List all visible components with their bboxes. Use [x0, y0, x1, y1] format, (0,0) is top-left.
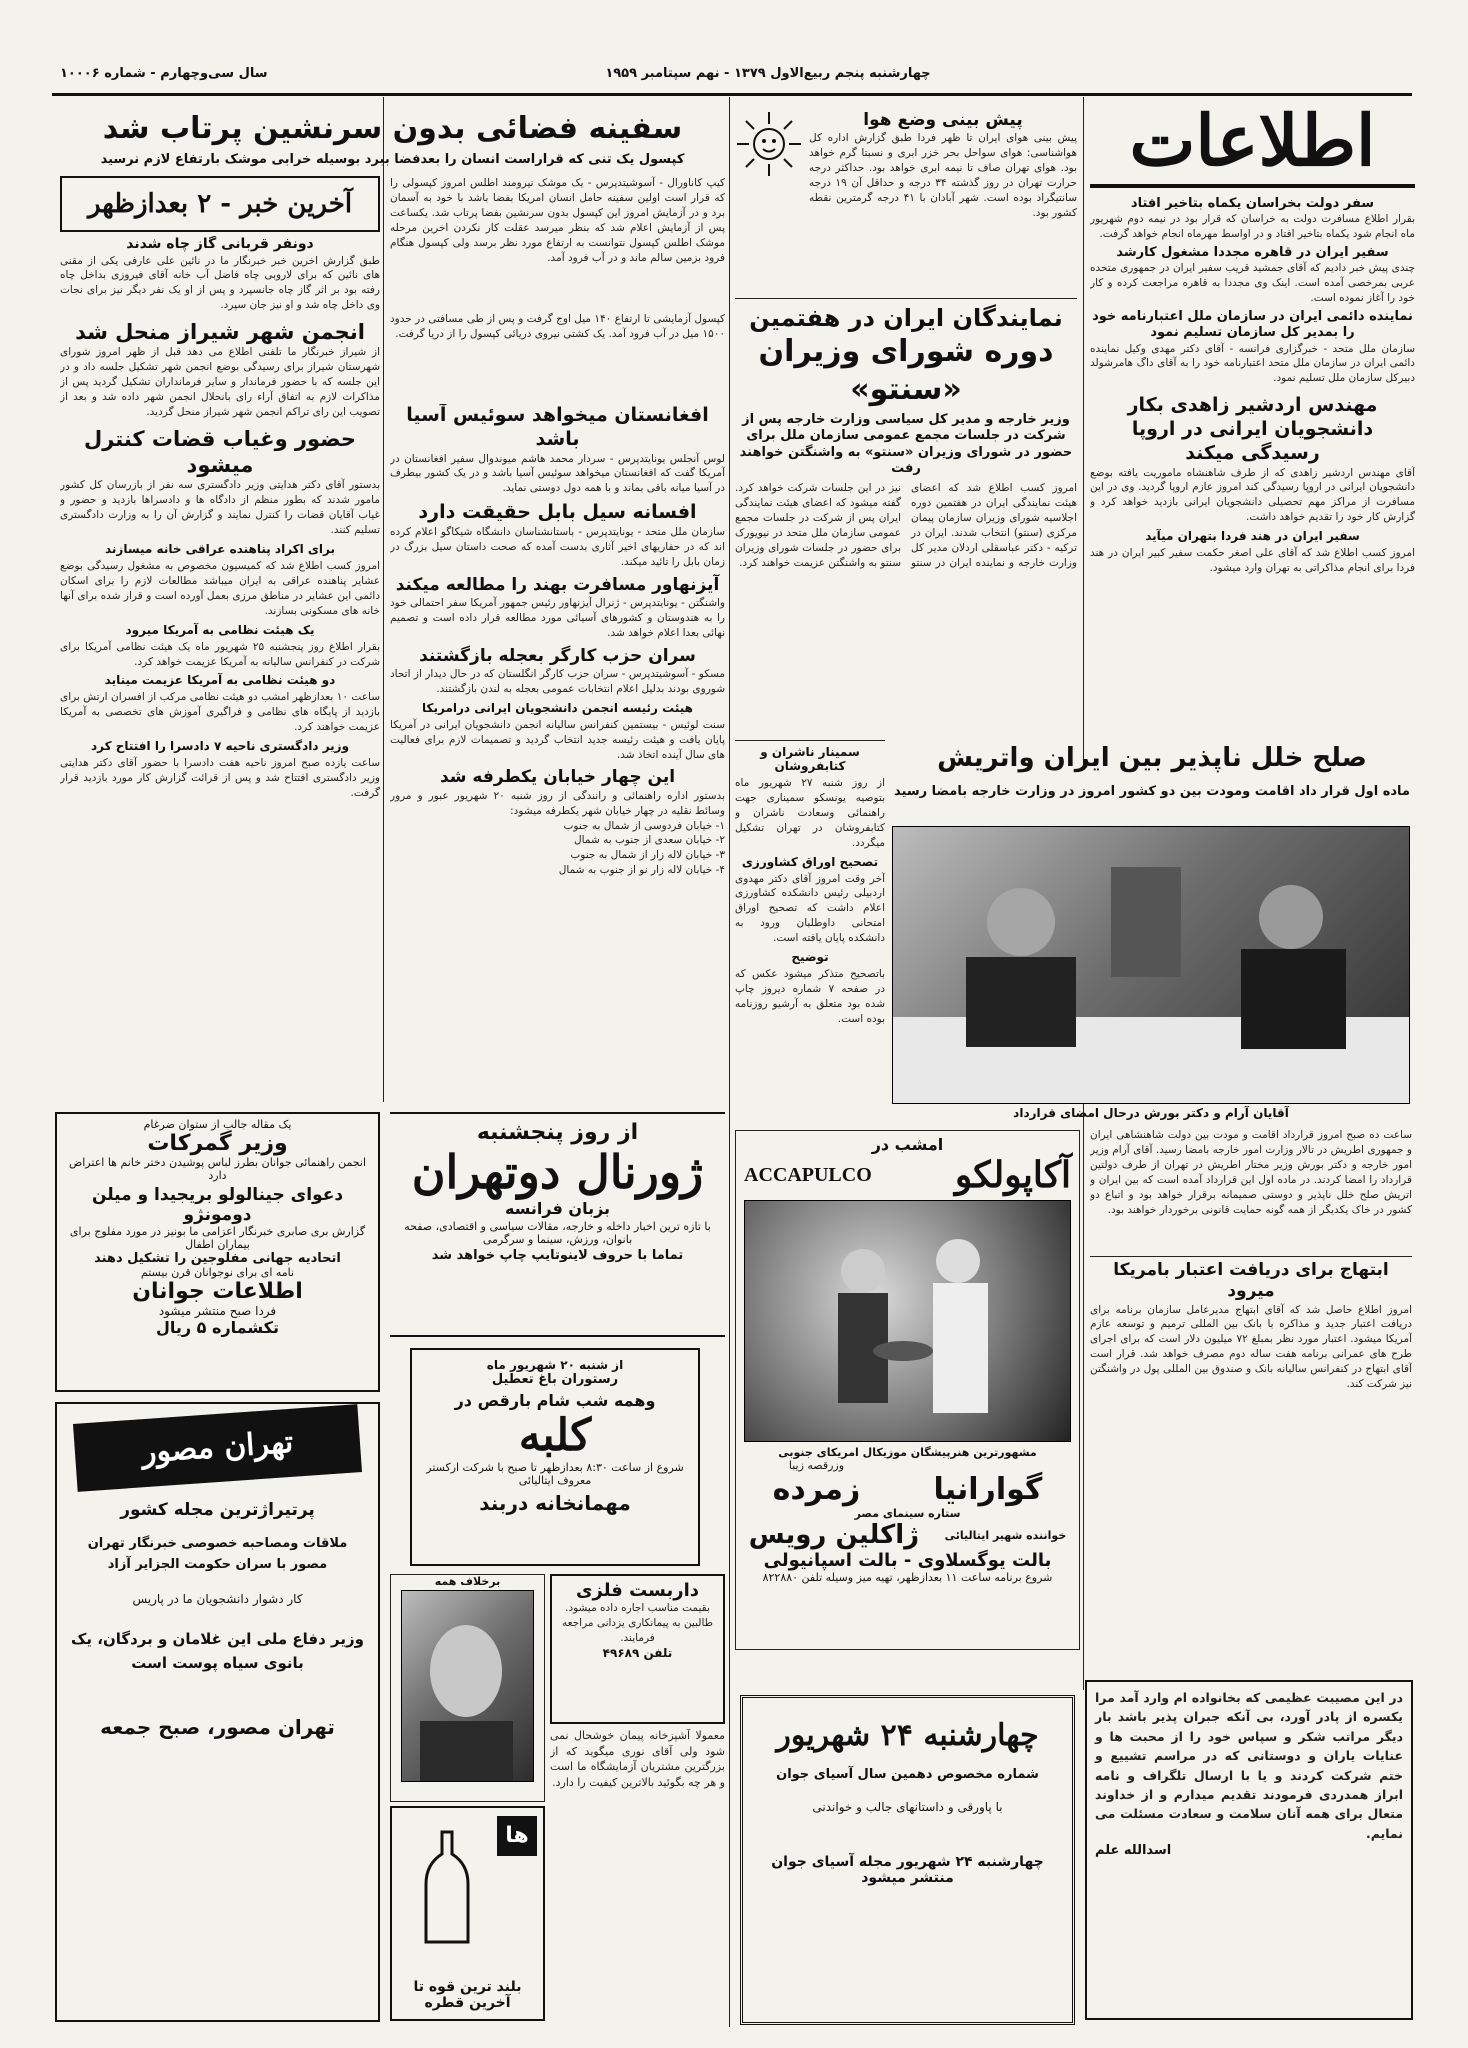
asia-date: چهارشنبه ۲۴ شهریور: [776, 1718, 1039, 1753]
kolbeh-closed: رستوران باغ تعطیل: [491, 1372, 619, 1387]
eisenhower-body: واشنگتن - یونایتدپرس - ژنرال آیزنهاور رئیس جمهور آمریکا سفر احتمالی خود را به هندوستان و کشورهای آسیائی مورد مطالعه قرار داده است و تصمیم نهائی بعدا اعلام خواهد شد.: [390, 596, 725, 639]
seato-body: امروز کسب اطلاع شد که اعضای هیئت نمایندگی ایران در هفتمین دوره اجلاسیه شورای وزیران سازمان پیمان مرکزی (سنتو) انتخاب شدند. ایران در ترکیه - دکتر عباسقلی اردلان مدیر کل وزارت خارجه و نماینده ایران در سنتو نیز در این جلسات شرکت خواهد کرد. گفته میشود که اعضای هیئت نمایندگی ایران پس از شرکت در جلسات مجمع عمومی سازمان ملل متحد در نیویورک برای حضور در جلسات شورای وزیران سنتو به واشنگتن عزیمت خواهند کرد.: [735, 482, 1077, 569]
portrait-photo: [401, 1590, 534, 1782]
labor-body: مسکو - آسوشیتدپرس - سران حزب کارگر انگلستان که در حال دیدار از اتحاد شوروی بودند بدلیل اعلام انتخابات عمومی بعجله به لندن بازگشتند.: [390, 667, 725, 695]
youth-price: تکشماره ۵ ریال: [155, 1318, 279, 1337]
cairo-body: چندی پیش خبر دادیم که آقای جمشید قریب سفیر ایران در جمهوری متحده عربی بمرخصی آمده است. اینک وی مجددا به قاهره مراجعت کرده و کار خود را آغاز نموده است.: [1090, 262, 1415, 305]
lead-headline: سفینه فضائی بدون سرنشین پرتاب شد: [102, 111, 683, 146]
note-body: باتصحیح متذکر میشود عکس که در صفحه ۷ شماره دیروز چاپ شده بود متعلق به آرشیو روزنامه بوده است.: [735, 968, 885, 1025]
thanks-notice: در این مصیبت عظیمی که بخانواده ام وارد آمد مرا یکسره از پادر آورد، بی آنکه جبران پذیر باشد بار دیگر مراتب شکر و سپاس خود را از محبت ها و عنایات یاران و دوستانی که در مراسم تشییع و ختم شرکت کردند و یا با ارسال تلگراف و نامه ابراز همدردی فرمودند تقدیم میدارم و از خداوند متعال برای همه آنان سلامت و سعادت مسئلت می نمایم.: [1095, 1690, 1403, 1841]
victims-body: طبق گزارش اخرین خبر خبرنگار ما در نائین علی عارفی یکی از مقنی های نائین که برای لاروبی چاه فاضل آب خانه آقای فیروزی بداخل چاه رفته بود بر اثر گاز چاه جانسپرد و پس از او یک نفر دیگر نیز برای نجات وی داخل چاه شد و او نیز جان سپرد.: [60, 254, 380, 312]
youth-report: گزارش بری صابری خبرنگار اعزامی ما بونیز در مورد مفلوج برای بیماران اطفال: [69, 1225, 366, 1251]
performer-3: ژاکلین رویس: [748, 1520, 920, 1550]
tehran-interview: ملاقات ومصاحبه خصوصی خبرنگار تهران مصور با سران حکومت الجزایر آزاد: [87, 1536, 348, 1572]
seminar-body: از روز شنبه ۲۷ شهریور ماه بتوصیه یونسکو سمیناری جهت راهنمائی وسعادت ناشران و کتابفروشان در تهران تشکیل میگردد.: [735, 777, 885, 849]
students-body: سنت لوئیس - بیستمین کنفرانس سالیانه انجمن دانشجویان ایرانی در آمریکا پایان یافت و هیئت رئیسه جدید انتخاب گردید و تصمیمات لازم برای فعالیت های سال آینده اتخاذ شد.: [390, 718, 725, 761]
babylon-headline: افسانه سیل بابل حقیقت دارد: [418, 501, 697, 524]
youth-dress: انجمن راهنمائی جوانان بطرز لباس پوشیدن دختر خانم ها اعتراض دارد: [68, 1156, 367, 1182]
lead-subhead: کپسول یک تنی که قراراست انسان را بعدفضا ببرد بوسیله خرابی موشک بارتفاع لازم نرسید: [100, 152, 685, 167]
shiraz-body: از شیراز خبرنگار ما تلفنی اطلاع می دهد قبل از ظهر امروز شورای شهرستان شیراز برای رسیدگی بوضع انجمن شهر تشکیل جلسه داد و در این جلسه که با حضور فرماندار و سایر فرمانداران تشکیل گردید پس از مذاکرات لازم به اتفاق آراء رای بانحلال انجمن شهر داده شد و بعد از تصویب این رای تراکم انجمن شهر شیراز منحل گردید.: [60, 346, 380, 418]
portrait-label: برخلاف همه: [434, 1575, 501, 1588]
kolbeh-date: از شنبه ۲۰ شهریور ماه: [486, 1358, 624, 1372]
un-headline: نماینده دائمی ایران در سازمان ملل اعتبارنامه خود را بمدیر کل سازمان تسلیم نمود: [1092, 309, 1413, 341]
tehran-banner: تهران مصور: [73, 1404, 362, 1492]
bottle-icon: [412, 1828, 482, 1948]
performer-1: گوارانیا: [933, 1472, 1043, 1507]
scaffold-phone: تلفن ۴۹۶۸۹: [602, 1645, 673, 1660]
weather-headline: پیش بینی وضع هوا: [863, 110, 1023, 130]
streets-headline: این چهار خیابان یکطرفه شد: [439, 767, 676, 788]
austria-body: ساعت ده صبح امروز قرارداد اقامت و مودت بین دولت شاهنشاهی ایران و جمهوری اطریش در تالار وزارت امور خارجه بامضا رسید. آقای آرام وزیر امور خارجه و دکتر بورش وزیر مختار اطریش در تهران از طرف دولتین قرارداد را امضا کردند. در ماده اول این قرارداد آمده است که بین ایران و اتریش صلح خلل ناپذیر و دوستی صمیمانه برقرار خواهد بود و اتباع دو کشور در خاک یکدیگر از همه گونه حمایت قانونی برخوردار خواهند بود.: [1090, 1129, 1412, 1216]
portrait-text: معمولا آشپزخانه پیمان خوشحال نمی شود ولی آقای نوری میگوید که از بزرگترین مشتریان آزمایشگاه ما است و هر چه بگوئید بالاترین کیفیت را دارد.: [550, 1729, 725, 1789]
weather-body: پیش بینی هوای ایران تا ظهر فردا طبق گزارش اداره کل هواشناسی: هوای سواحل بحر خزر ابری و نسبتا گرم خواهد بود. هوای تهران صاف تا نیمه ابری خواهد بود. حداکثر درجه حرارت تهران در روز گذشته ۳۴ درجه و حداقل آن ۱۹ درجه سانتیگراد بوده است. شهر آبادان با ۴۱ درجه گرمترین نقطه کشور بود.: [809, 132, 1077, 219]
military-headline-2: دو هیئت نظامی به آمریکا عزیمت میناید: [104, 673, 336, 688]
military-body-1: بقرار اطلاع روز پنجشنبه ۲۵ شهریور ماه یک هیئت نظامی آمریکا برای شرکت در کنفرانس سالیانه به آمریکا عزیمت خواهد کرد.: [60, 640, 380, 668]
youth-date: فردا صبح منتشر میشود: [158, 1304, 277, 1318]
journal-from: از روز پنجشنبه: [476, 1120, 639, 1145]
justice-headline: وزیر دادگستری ناحیه ۷ دادسرا را افتتاح کرد: [90, 739, 350, 754]
performer-2: زمرده: [772, 1472, 861, 1507]
dancers-photo: [744, 1200, 1071, 1442]
military-body-2: ساعت ۱۰ بعدازظهر امشب دو هیئت نظامی مرکب از افسران ارتش برای بازدید از پایگاه های نظامی و فراگیری آموزش های تخصصی به آمریکا عزیمت خواهند کرد.: [60, 691, 380, 734]
judges-headline: حضور وغیاب قضات کنترل میشود: [83, 426, 357, 478]
brand-badge: ها: [497, 1816, 537, 1856]
un-body: سازمان ملل متحد - خبرگزاری فرانسه - آقای دکتر مهدی وکیل نماینده دائمی ایران در سازمان ملل متحد اعتبارنامه خود را به آقای داگ هامرشولد دبیرکل سازمان ملل تسلیم نمود.: [1090, 342, 1415, 385]
judges-body: بدستور آقای دکتر هدایتی وزیر دادگستری سه نفر از بازرسان کل کشور مامور شدند که بطور منظم از دادگاه ها و دادسراها بازدید و حضور و غیاب آقایان قضات را کنترل نمایند و گزارش آن را به وزارت دادگستری تسلیم کنند.: [60, 479, 380, 537]
sun-icon: [735, 110, 803, 178]
header-rule: [52, 93, 1412, 96]
note-headline: توضیح: [791, 950, 829, 965]
iraq-body: امروز کسب اطلاع شد که کمیسیون مخصوص به مشغول رسیدگی بوضع عشایر پناهنده عراقی به ایران میباشد مطالعات لازم را برای اسکان دائمی این عشایر در مناطق مرزی بعمل آورده است و قرار شده برای آنها خانه های مسکونی بسازند.: [60, 560, 380, 617]
singer-label: خواننده شهیر ایتالیائی: [944, 1528, 1067, 1542]
kolbeh-nightly: وهمه شب شام بارقص در: [454, 1391, 656, 1410]
agri-headline: تصحیح اوراق کشاورزی: [741, 854, 879, 869]
food-slogan: بلند ترین قوه تا آخرین قطره: [413, 1979, 522, 2011]
asia-content: با پاورقی و داستانهای جالب و خواندنی: [812, 1800, 1003, 1814]
street-item: ۴- خیابان لاله زار نو از جنوب به شمال: [558, 864, 725, 877]
thanks-signature: اسدالله علم: [1095, 1843, 1172, 1858]
military-headline-1: یک هیئت نظامی به آمریکا میرود: [125, 622, 315, 637]
khorasan-body: بقرار اطلاع مسافرت دولت به خراسان که قرار بود در نیمه دوم شهریور ماه انجام شود یکماه بتاخیر افتاد و در اواسط مهرماه انجام خواهد گرفت.: [1090, 213, 1415, 241]
musicians-line: مشهورترین هنرپیشگان موزیکال امریکای جنوبی: [778, 1446, 1037, 1459]
star-label: ستاره سینمای مصر: [854, 1507, 961, 1520]
austria-subhead: ماده اول قرار داد اقامت ومودت بین دو کشور امروز در وزارت خارجه بامضا رسید: [894, 784, 1410, 799]
accapulco-persian: آکاپولکو: [954, 1154, 1071, 1196]
kolbeh-title: کلبه: [518, 1410, 592, 1461]
austria-headline: صلح خلل ناپذیر بین ایران واتریش: [937, 743, 1367, 773]
late-news-box: آخرین خبر - ۲ بعدازظهر: [87, 189, 353, 219]
victims-headline: دونفر قربانی گاز چاه شدند: [126, 236, 314, 252]
ebtehaj-headline: ابتهاج برای دریافت اعتبار بامریکا میرود: [1113, 1260, 1389, 1302]
scaffold-title: داربست فلزی: [576, 1580, 699, 1601]
journal-desc: با تازه ترین اخبار داخله و خارجه، مقالات سیاسی و اقتصادی، صفحه بانوان، ورزش، سینما و سرگرمی: [404, 1220, 711, 1246]
babylon-body: سازمان ملل متحد - یونایتدپرس - باستانشناسان دانشگاه شیکاگو اعلام کرده اند که در حفاریهای اخیر آثاری بدست آمده که صحت داستان سیل بزرگ در زمان بابل را تائید میکند.: [390, 525, 725, 568]
journal-footer: تماما با حروف لاینوتایپ چاپ خواهد شد: [431, 1248, 684, 1263]
journal-lang: بزبان فرانسه: [504, 1199, 611, 1218]
youth-union: اتحادیه جهانی مفلوجین را تشکیل دهند: [94, 1251, 341, 1266]
issue-date: چهارشنبه پنجم ربیع‌الاول ۱۳۷۹ - نهم سپتامبر ۱۹۵۹: [605, 66, 931, 81]
justice-body: ساعت یازده صبح امروز ناحیه هفت دادسرا با حضور آقای دکتر هدایتی وزیر دادگستری افتتاح شد و پس از قرائت گزارش کار مورد بازدید قرار گرفت.: [60, 757, 380, 799]
eisenhower-headline: آیزنهاور مسافرت بهند را مطالعه میکند: [395, 574, 720, 595]
labor-headline: سران حزب کارگر بعجله بازگشتند: [419, 645, 696, 666]
show-time: شروع برنامه ساعت ۱۱ بعدازظهر، تهیه میز وسیله تلفن ۸۲۲۸۸۰: [762, 1571, 1053, 1584]
youth-fight: دعوای جینالولو بریجیدا و میلن دومونژو: [91, 1185, 344, 1225]
agri-body: آخر وقت امروز آقای دکتر مهدوی اردبیلی رئیس دانشکده کشاورزی اعلام داشت که تصحیح اوراق امتحانی داوطلبان ورود به دانشکده پایان یافته است.: [735, 872, 885, 945]
tehran-tagline: پرتیراژترین مجله کشور: [120, 1500, 315, 1520]
youth-article: یک مقاله جالب از ستوان ضرغام: [143, 1118, 292, 1131]
ballet-line: بالت یوگسلاوی - بالت اسپانیولی: [763, 1550, 1052, 1571]
asia-publish: چهارشنبه ۲۴ شهریور مجله آسیای جوان منتشر میشود: [771, 1854, 1044, 1886]
youth-customs: وزیر گمرکات: [147, 1131, 288, 1156]
iraq-headline: برای اکراد پناهنده عراقی خانه میسازند: [104, 542, 336, 557]
students-headline: هیئت رئیسه انجمن دانشجویان ایرانی درامریکا: [422, 700, 693, 715]
hind-headline: سفیر ایران در هند فردا بتهران میآید: [1145, 529, 1360, 544]
asia-special: شماره مخصوص دهمین سال آسیای جوان: [776, 1767, 1039, 1782]
kolbeh-hotel: مهمانخانه دربند: [479, 1491, 631, 1515]
afghanistan-body: لوس آنجلس یونایتدپرس - سردار محمد هاشم میوندوال سفیر افغانستان در آمریکا گفت که افغانستان میخواهد سوئیس آسیا باشد و در یک کشور بیطرف در آسیا میانه باقی بماند و با همه دول دوستی نماید.: [390, 452, 725, 495]
signing-photo: [892, 826, 1410, 1104]
khorasan-headline: سفر دولت بخراسان یکماه بتاخیر افتاد: [1130, 196, 1375, 211]
ebtehaj-body: امروز اطلاع حاصل شد که آقای ابتهاج مدیرعامل سازمان برنامه برای دریافت اعتبار جدید و مذاکره با بانک بین المللی ترمیم و توسعه عازم آمریکا میشود. اعتبار مورد نظر بمبلغ ۷۲ میلیون دلار است که برای اجرای طرح های عمرانی برنامه هفت ساله دوم مصرف خواهد شد. قرار است آقای ابتهاج در کنفرانس سالیانه بانک و صندوق بین المللی پول در واشنگتن نیز شرکت کند.: [1090, 1303, 1412, 1391]
zahedi-headline: مهندس اردشیر زاهدی بکار دانشجویان ایرانی در اروپا رسیدگی میکند: [1127, 394, 1378, 464]
seminar-headline: سمینار ناشران و کتابفروشان: [760, 745, 860, 773]
tehran-students: کار دشوار دانشجویان ما در پاریس: [132, 1591, 303, 1606]
tehran-publish: تهران مصور، صبح جمعه: [100, 1714, 335, 1739]
street-item: ۲- خیابان سعدی از جنوب به شمال: [574, 834, 725, 847]
youth-letter: نامه ای برای نوجوانان قرن بیستم: [140, 1266, 295, 1279]
street-item: ۳- خیابان لاله زار از شمال به جنوب: [570, 849, 725, 862]
issue-number: سال سی‌وچهارم - شماره ۱۰۰۰۶: [60, 66, 268, 81]
scaffold-body: بقیمت مناسب اجاره داده میشود. طالبین به پیمانکاری یزدانی مراجعه فرمایند.: [561, 1602, 714, 1644]
youth-title: اطلاعات جوانان: [132, 1279, 303, 1304]
photo-caption: آقایان آرام و دکتر بورش درحال امضای قرارداد: [1013, 1106, 1289, 1120]
zahedi-body: آقای مهندس اردشیر زاهدی که از طرف شاهنشاه ماموریت یافته بوضع دانشجویان ایرانی در اروپا رسیدگی کند امروز عازم اروپا گردید. وی در این مسافرت از مراکز مهم تحصیلی دانشجویان ایرانی بازدید خواهد کرد و گزارش کار خود را تقدیم خواهد داشت.: [1090, 466, 1415, 524]
streets-body: بدستور اداره راهنمائی و رانندگی از روز شنبه ۲۰ شهریور عبور و مرور وسائط نقلیه در چهار خیابان شهر یکطرفه میشود:: [390, 789, 725, 817]
seato-headline-1: نمایندگان ایران در هفتمین: [749, 304, 1063, 332]
shiraz-headline: انجمن شهر شیراز منحل شد: [75, 320, 365, 345]
seato-headline-2: دوره شورای وزیران «سنتو»: [758, 334, 1054, 407]
tehran-minister: وزیر دفاع ملی این غلامان و بردگان، یک بانوی سیاه پوست است: [71, 1629, 364, 1672]
tonight-label: امشب در: [871, 1135, 944, 1154]
kolbeh-time: شروع از ساعت ۸:۳۰ بعدازظهر تا صبح با شرکت ارکستر معروف ایتالیائی: [426, 1461, 684, 1487]
journal-title: ژورنال دوتهران: [411, 1145, 704, 1199]
street-item: ۱- خیابان فردوسی از شمال به جنوب: [563, 819, 725, 832]
accapulco-latin: ACCAPULCO: [744, 1163, 872, 1186]
seato-subhead: وزیر خارجه و مدیر کل سیاسی وزارت خارجه پس از شرکت در جلسات مجمع عمومی سازمان ملل برای حضور در شورای وزیران «سنتو» به واشنگتن خواهند رفت: [739, 412, 1073, 476]
dancer-label: وزرقصه زیبا: [788, 1459, 845, 1472]
masthead-logo: اطلاعات: [1090, 98, 1415, 193]
afghanistan-headline: افغانستان میخواهد سوئیس آسیا باشد: [406, 404, 709, 450]
lead-body: کیپ کاناورال - آسوشیتدپرس - یک موشک نیرومند اطلس امروز کپسولی را که قرار است اولین سفینه حامل انسان امریکا بفضا باشد با خود به آسمان برد و در آزمایش امروز این کپسول بدون سرنشین بفضا پرتاب شد. یکساعت پس از آزمایش اعلام شد که بنظر میرسد عقلت کار نکردن اخرین مرحله موشک اطلس کپسول نتوانست به ارتفاع مورد نظر برسد ولی کپسول هنگام فرود بزمین سالم ماند و در آب فرود آمد.: [390, 177, 725, 264]
cairo-headline: سفیر ایران در قاهره مجددا مشغول کارشد: [1116, 245, 1389, 261]
hind-body: امروز کسب اطلاع شد که آقای علی اصغر حکمت سفیر کبیر ایران در هند فردا برای انجام مذاکراتی به تهران وارد میشود.: [1090, 547, 1415, 575]
lead-tech: کپسول آزمایشی تا ارتفاع ۱۴۰ میل اوج گرفت و پس از طی مسافتی در حدود ۱۵۰۰ میل در آب فرود آمد. یک کشتی نیروی دریائی کپسول را از دریا گرفت.: [390, 313, 725, 340]
